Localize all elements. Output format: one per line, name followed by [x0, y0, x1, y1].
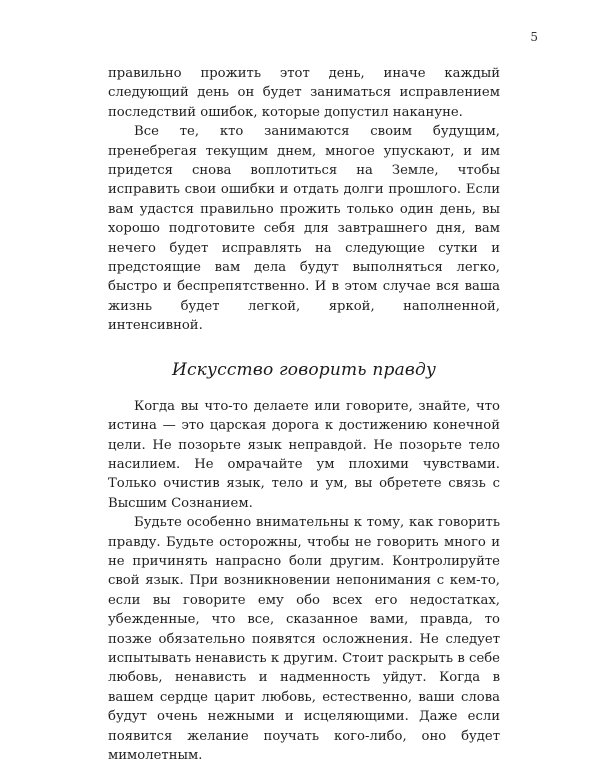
section-heading: Искусство говорить правду [171, 359, 437, 380]
paragraph-truth: Когда вы что-то делаете или говорите, знайте, что истина — это царская дорога к достижению конечной цели. Не позорьте язык неправдой. Не позорьте тело насилием. Не омрачайте ум плохими чувствами. Только очистив язык, тело и ум, вы обретете связь с Высшим Сознанием. [108, 398, 500, 511]
paragraph-careful: Будьте особенно внимательны к тому, как говорить правду. Будьте осторожны, чтобы не говорить много и не причинять напрасно боли другим. Контролируйте свой язык. При возникновении непонимания с кем-то, если вы говорите ему обо всех его недостатках, убежденные, что все, сказанное вами, правда, то позже обязательно появятся осложнения. Не следует испытывать ненависть к другим. Стоит раскрыть в себе любовь, ненависть и надменность уйдут. Когда в вашем сердце царит любовь, естественно, ваши слова будут очень нежными и исцеляющими. Даже если появится желание поучать кого-либо, оно будет мимолетным. [108, 515, 500, 763]
page-number: 5 [530, 30, 538, 44]
paragraph-future: Все те, кто занимаются своим будущим, пренебрегая текущим днем, многое упускают, и им придется снова воплотиться на Земле, чтобы исправить свои ошибки и отдать долги прошлого. Если вам удастся правильно прожить только один день, вы хорошо подготовите себя для завтрашнего дня, вам нечего будет исправлять на следующие сутки и предстоящие вам дела будут выполняться легко, быстро и беспрепятственно. И в этом случае вся ваша жизнь будет легкой, яркой, наполненной, интенсивной. [108, 124, 500, 334]
paragraph-continuation: правильно прожить этот день, иначе каждый следующий день он будет заниматься исправлением последствий ошибок, которые допустил накануне. [108, 66, 500, 120]
page-body [108, 64, 500, 765]
